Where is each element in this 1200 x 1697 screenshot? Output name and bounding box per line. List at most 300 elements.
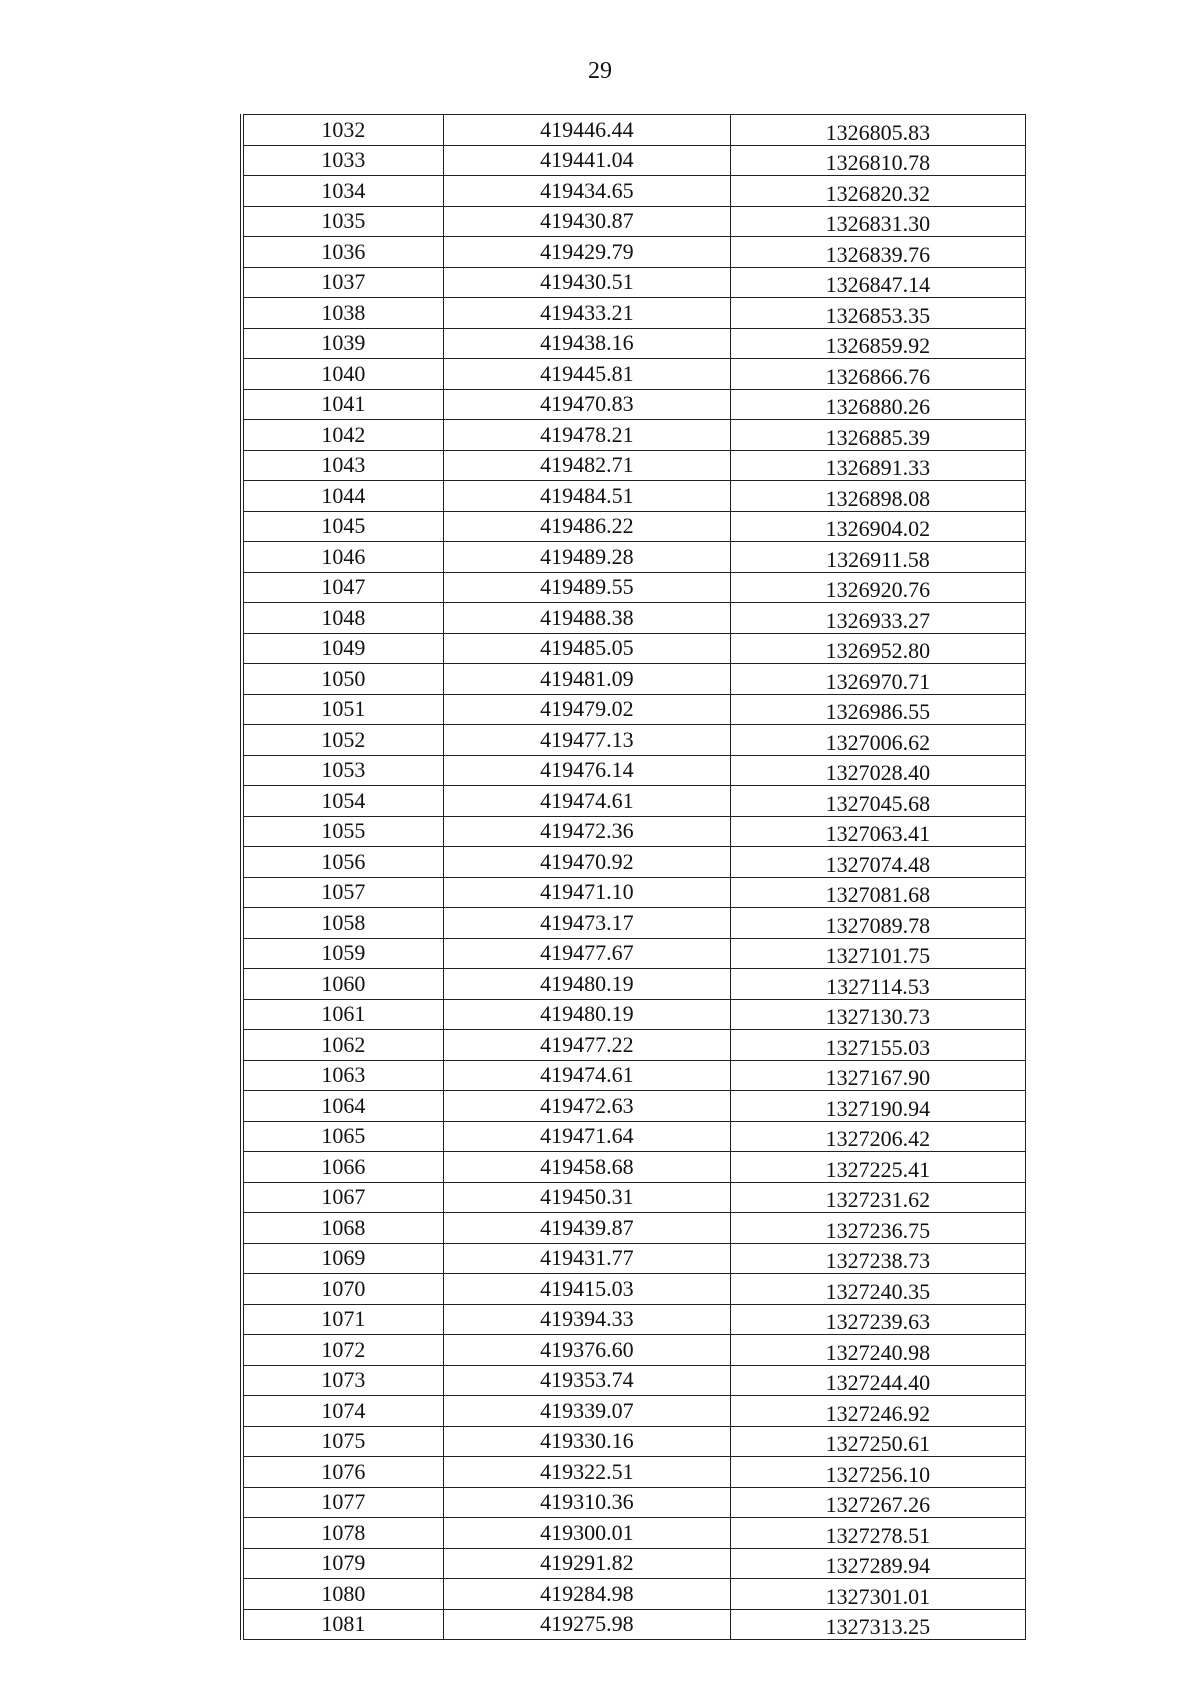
table-row	[242, 1609, 1026, 1640]
cell-text: 419488.38	[540, 604, 634, 630]
y-coordinate-cell	[730, 481, 1025, 512]
table-row	[242, 1152, 1026, 1183]
cell-text: 1055	[321, 818, 366, 844]
point-number-cell	[242, 1182, 443, 1213]
cell-text: 1326820.32	[825, 180, 931, 206]
x-coordinate-cell	[443, 1060, 730, 1091]
cell-text: 1327063.41	[825, 821, 931, 847]
x-coordinate-cell	[443, 1609, 730, 1640]
x-coordinate-cell	[443, 237, 730, 268]
y-coordinate-cell	[730, 1457, 1025, 1488]
y-coordinate-cell	[730, 420, 1025, 451]
point-number-cell	[242, 1548, 443, 1579]
cell-text: 419322.51	[540, 1458, 634, 1484]
table-row	[242, 176, 1026, 207]
point-number-cell	[242, 877, 443, 908]
cell-text: 1326898.08	[825, 485, 931, 511]
cell-text: 419291.82	[540, 1550, 634, 1576]
y-coordinate-cell	[730, 1487, 1025, 1518]
x-coordinate-cell	[443, 542, 730, 573]
point-number-cell	[242, 450, 443, 481]
point-number-cell	[242, 1274, 443, 1305]
y-coordinate-cell	[730, 633, 1025, 664]
y-coordinate-cell	[730, 938, 1025, 969]
cell-text: 1070	[321, 1275, 366, 1301]
table-row	[242, 1091, 1026, 1122]
cell-text: 419310.36	[540, 1489, 634, 1515]
cell-text: 1065	[321, 1123, 366, 1149]
table-row	[242, 847, 1026, 878]
table-row	[242, 1121, 1026, 1152]
table-row	[242, 1426, 1026, 1457]
cell-text: 1075	[321, 1428, 366, 1454]
point-number-cell	[242, 603, 443, 634]
x-coordinate-cell	[443, 1182, 730, 1213]
x-coordinate-cell	[443, 1579, 730, 1610]
cell-text: 419429.79	[540, 238, 634, 264]
y-coordinate-cell	[730, 1548, 1025, 1579]
cell-text: 419430.51	[540, 269, 634, 295]
x-coordinate-cell	[443, 1396, 730, 1427]
x-coordinate-cell	[443, 847, 730, 878]
cell-text: 419330.16	[540, 1428, 634, 1454]
cell-text: 419353.74	[540, 1367, 634, 1393]
cell-text: 1327006.62	[825, 729, 931, 755]
point-number-cell	[242, 908, 443, 939]
x-coordinate-cell	[443, 1426, 730, 1457]
cell-text: 1326880.26	[825, 394, 931, 420]
y-coordinate-cell	[730, 1365, 1025, 1396]
cell-text: 419284.98	[540, 1580, 634, 1606]
cell-text: 1327236.75	[825, 1217, 931, 1243]
table-row	[242, 206, 1026, 237]
cell-text: 1327155.03	[825, 1034, 931, 1060]
table-row	[242, 877, 1026, 908]
table-row	[242, 999, 1026, 1030]
cell-text: 1327074.48	[825, 851, 931, 877]
point-number-cell	[242, 1091, 443, 1122]
x-coordinate-cell	[443, 694, 730, 725]
x-coordinate-cell	[443, 1243, 730, 1274]
cell-text: 419433.21	[540, 299, 634, 325]
y-coordinate-cell	[730, 1091, 1025, 1122]
cell-text: 419471.10	[540, 879, 634, 905]
table-row	[242, 511, 1026, 542]
point-number-cell	[242, 694, 443, 725]
point-number-cell	[242, 1213, 443, 1244]
cell-text: 1042	[321, 421, 366, 447]
table-row	[242, 1304, 1026, 1335]
point-number-cell	[242, 267, 443, 298]
cell-text: 1078	[321, 1519, 366, 1545]
y-coordinate-cell	[730, 298, 1025, 329]
x-coordinate-cell	[443, 1365, 730, 1396]
point-number-cell	[242, 1609, 443, 1640]
x-coordinate-cell	[443, 1091, 730, 1122]
point-number-cell	[242, 145, 443, 176]
x-coordinate-cell	[443, 115, 730, 146]
x-coordinate-cell	[443, 1548, 730, 1579]
table-row	[242, 1030, 1026, 1061]
y-coordinate-cell	[730, 1030, 1025, 1061]
x-coordinate-cell	[443, 755, 730, 786]
x-coordinate-cell	[443, 1335, 730, 1366]
table-row	[242, 1579, 1026, 1610]
y-coordinate-cell	[730, 603, 1025, 634]
y-coordinate-cell	[730, 267, 1025, 298]
cell-text: 419484.51	[540, 482, 634, 508]
table-row	[242, 664, 1026, 695]
cell-text: 1327278.51	[825, 1522, 931, 1548]
point-number-cell	[242, 1335, 443, 1366]
cell-text: 1039	[321, 330, 366, 356]
y-coordinate-cell	[730, 1609, 1025, 1640]
cell-text: 419472.36	[540, 818, 634, 844]
cell-text: 1327045.68	[825, 790, 931, 816]
cell-text: 1326853.35	[825, 302, 931, 328]
table-row	[242, 420, 1026, 451]
point-number-cell	[242, 481, 443, 512]
point-number-cell	[242, 572, 443, 603]
cell-text: 1327028.40	[825, 760, 931, 786]
cell-text: 419485.05	[540, 635, 634, 661]
x-coordinate-cell	[443, 328, 730, 359]
cell-text: 419415.03	[540, 1275, 634, 1301]
table-row	[242, 969, 1026, 1000]
cell-text: 1037	[321, 269, 366, 295]
y-coordinate-cell	[730, 694, 1025, 725]
y-coordinate-cell	[730, 115, 1025, 146]
cell-text: 1043	[321, 452, 366, 478]
x-coordinate-cell	[443, 999, 730, 1030]
x-coordinate-cell	[443, 1121, 730, 1152]
cell-text: 1053	[321, 757, 366, 783]
cell-text: 1327238.73	[825, 1248, 931, 1274]
x-coordinate-cell	[443, 603, 730, 634]
point-number-cell	[242, 176, 443, 207]
cell-text: 419470.83	[540, 391, 634, 417]
cell-text: 1327101.75	[825, 943, 931, 969]
x-coordinate-cell	[443, 298, 730, 329]
point-number-cell	[242, 938, 443, 969]
cell-text: 1327225.41	[825, 1156, 931, 1182]
table-row	[242, 786, 1026, 817]
table-row	[242, 1457, 1026, 1488]
page-number: 29	[588, 58, 612, 84]
cell-text: 1081	[321, 1611, 366, 1637]
table-row	[242, 908, 1026, 939]
y-coordinate-cell	[730, 1213, 1025, 1244]
cell-text: 419474.61	[540, 1062, 634, 1088]
cell-text: 1327240.35	[825, 1278, 931, 1304]
cell-text: 1052	[321, 726, 366, 752]
cell-text: 419486.22	[540, 513, 634, 539]
y-coordinate-cell	[730, 511, 1025, 542]
x-coordinate-cell	[443, 969, 730, 1000]
x-coordinate-cell	[443, 389, 730, 420]
cell-text: 1326839.76	[825, 241, 931, 267]
cell-text: 1326911.58	[826, 546, 930, 572]
table-row	[242, 328, 1026, 359]
point-number-cell	[242, 420, 443, 451]
cell-text: 419450.31	[540, 1184, 634, 1210]
x-coordinate-cell	[443, 1152, 730, 1183]
x-coordinate-cell	[443, 145, 730, 176]
x-coordinate-cell	[443, 1030, 730, 1061]
table-row	[242, 816, 1026, 847]
cell-text: 419445.81	[540, 360, 634, 386]
x-coordinate-cell	[443, 1274, 730, 1305]
point-number-cell	[242, 1457, 443, 1488]
y-coordinate-cell	[730, 145, 1025, 176]
cell-text: 1073	[321, 1367, 366, 1393]
y-coordinate-cell	[730, 1060, 1025, 1091]
y-coordinate-cell	[730, 786, 1025, 817]
cell-text: 1067	[321, 1184, 366, 1210]
cell-text: 1326810.78	[825, 150, 931, 176]
y-coordinate-cell	[730, 359, 1025, 390]
table-row	[242, 755, 1026, 786]
cell-text: 419476.14	[540, 757, 634, 783]
cell-text: 419470.92	[540, 848, 634, 874]
y-coordinate-cell	[730, 1304, 1025, 1335]
cell-text: 419471.64	[540, 1123, 634, 1149]
coordinates-table-body	[242, 115, 1026, 1640]
cell-text: 419472.63	[540, 1092, 634, 1118]
cell-text: 419481.09	[540, 665, 634, 691]
y-coordinate-cell	[730, 1518, 1025, 1549]
cell-text: 1327289.94	[825, 1553, 931, 1579]
point-number-cell	[242, 786, 443, 817]
point-number-cell	[242, 755, 443, 786]
point-number-cell	[242, 999, 443, 1030]
table-row	[242, 542, 1026, 573]
cell-text: 419339.07	[540, 1397, 634, 1423]
table-row	[242, 1243, 1026, 1274]
cell-text: 1047	[321, 574, 366, 600]
x-coordinate-cell	[443, 359, 730, 390]
cell-text: 1062	[321, 1031, 366, 1057]
cell-text: 1326885.39	[825, 424, 931, 450]
cell-text: 419489.55	[540, 574, 634, 600]
cell-text: 419441.04	[540, 147, 634, 173]
cell-text: 1076	[321, 1458, 366, 1484]
cell-text: 1072	[321, 1336, 366, 1362]
table-row	[242, 1487, 1026, 1518]
y-coordinate-cell	[730, 1243, 1025, 1274]
cell-text: 419479.02	[540, 696, 634, 722]
table-row	[242, 572, 1026, 603]
x-coordinate-cell	[443, 511, 730, 542]
point-number-cell	[242, 359, 443, 390]
cell-text: 419434.65	[540, 177, 634, 203]
table-row	[242, 359, 1026, 390]
point-number-cell	[242, 389, 443, 420]
point-number-cell	[242, 298, 443, 329]
cell-text: 1033	[321, 147, 366, 173]
table-row	[242, 603, 1026, 634]
y-coordinate-cell	[730, 572, 1025, 603]
cell-text: 1071	[321, 1306, 366, 1332]
x-coordinate-cell	[443, 176, 730, 207]
table-row	[242, 633, 1026, 664]
cell-text: 1064	[321, 1092, 366, 1118]
table-row	[242, 694, 1026, 725]
cell-text: 1060	[321, 970, 366, 996]
cell-text: 1327190.94	[825, 1095, 931, 1121]
point-number-cell	[242, 1365, 443, 1396]
cell-text: 1050	[321, 665, 366, 691]
cell-text: 1327250.61	[825, 1431, 931, 1457]
table-row	[242, 389, 1026, 420]
table-row	[242, 1182, 1026, 1213]
cell-text: 1326866.76	[825, 363, 931, 389]
x-coordinate-cell	[443, 206, 730, 237]
cell-text: 1327244.40	[825, 1370, 931, 1396]
cell-text: 1044	[321, 482, 366, 508]
cell-text: 1327167.90	[825, 1065, 931, 1091]
point-number-cell	[242, 1426, 443, 1457]
y-coordinate-cell	[730, 847, 1025, 878]
cell-text: 1040	[321, 360, 366, 386]
cell-text: 419477.13	[540, 726, 634, 752]
cell-text: 419431.77	[540, 1245, 634, 1271]
table-row	[242, 1274, 1026, 1305]
y-coordinate-cell	[730, 1426, 1025, 1457]
x-coordinate-cell	[443, 1487, 730, 1518]
x-coordinate-cell	[443, 908, 730, 939]
point-number-cell	[242, 115, 443, 146]
table-row	[242, 450, 1026, 481]
y-coordinate-cell	[730, 725, 1025, 756]
x-coordinate-cell	[443, 1304, 730, 1335]
cell-text: 1327130.73	[825, 1004, 931, 1030]
cell-text: 1046	[321, 543, 366, 569]
x-coordinate-cell	[443, 420, 730, 451]
table-row	[242, 237, 1026, 268]
table-row	[242, 145, 1026, 176]
point-number-cell	[242, 511, 443, 542]
cell-text: 1326847.14	[825, 272, 931, 298]
point-number-cell	[242, 633, 443, 664]
cell-text: 1080	[321, 1580, 366, 1606]
y-coordinate-cell	[730, 1274, 1025, 1305]
y-coordinate-cell	[730, 999, 1025, 1030]
cell-text: 1056	[321, 848, 366, 874]
cell-text: 1326952.80	[825, 638, 931, 664]
cell-text: 1054	[321, 787, 366, 813]
point-number-cell	[242, 969, 443, 1000]
cell-text: 1326970.71	[825, 668, 931, 694]
cell-text: 1327246.92	[825, 1400, 931, 1426]
cell-text: 419477.22	[540, 1031, 634, 1057]
cell-text: 1327089.78	[825, 912, 931, 938]
point-number-cell	[242, 1487, 443, 1518]
point-number-cell	[242, 328, 443, 359]
cell-text: 1079	[321, 1550, 366, 1576]
x-coordinate-cell	[443, 450, 730, 481]
x-coordinate-cell	[443, 633, 730, 664]
cell-text: 1326859.92	[825, 333, 931, 359]
table-row	[242, 1518, 1026, 1549]
y-coordinate-cell	[730, 1335, 1025, 1366]
cell-text: 1069	[321, 1245, 366, 1271]
x-coordinate-cell	[443, 1518, 730, 1549]
table-row	[242, 1396, 1026, 1427]
table-row	[242, 298, 1026, 329]
cell-text: 1066	[321, 1153, 366, 1179]
cell-text: 419480.19	[540, 1001, 634, 1027]
point-number-cell	[242, 816, 443, 847]
cell-text: 1077	[321, 1489, 366, 1515]
point-number-cell	[242, 847, 443, 878]
table-row	[242, 1213, 1026, 1244]
x-coordinate-cell	[443, 786, 730, 817]
x-coordinate-cell	[443, 1457, 730, 1488]
point-number-cell	[242, 542, 443, 573]
cell-text: 1074	[321, 1397, 366, 1423]
table-row	[242, 267, 1026, 298]
cell-text: 1327081.68	[825, 882, 931, 908]
cell-text: 1327239.63	[825, 1309, 931, 1335]
cell-text: 419446.44	[540, 116, 634, 142]
x-coordinate-cell	[443, 816, 730, 847]
point-number-cell	[242, 237, 443, 268]
point-number-cell	[242, 1579, 443, 1610]
cell-text: 1051	[321, 696, 366, 722]
cell-text: 419478.21	[540, 421, 634, 447]
cell-text: 419480.19	[540, 970, 634, 996]
cell-text: 1057	[321, 879, 366, 905]
cell-text: 1058	[321, 909, 366, 935]
y-coordinate-cell	[730, 1152, 1025, 1183]
cell-text: 1327114.53	[826, 973, 930, 999]
y-coordinate-cell	[730, 328, 1025, 359]
cell-text: 419275.98	[540, 1611, 634, 1637]
cell-text: 1327267.26	[825, 1492, 931, 1518]
y-coordinate-cell	[730, 1396, 1025, 1427]
cell-text: 419376.60	[540, 1336, 634, 1362]
cell-text: 1061	[321, 1001, 366, 1027]
point-number-cell	[242, 1152, 443, 1183]
table-row	[242, 1365, 1026, 1396]
point-number-cell	[242, 1396, 443, 1427]
coordinates-table	[240, 114, 1026, 1640]
cell-text: 1035	[321, 208, 366, 234]
cell-text: 1326920.76	[825, 577, 931, 603]
x-coordinate-cell	[443, 664, 730, 695]
table-row	[242, 1335, 1026, 1366]
cell-text: 419300.01	[540, 1519, 634, 1545]
y-coordinate-cell	[730, 206, 1025, 237]
table-row	[242, 481, 1026, 512]
x-coordinate-cell	[443, 1213, 730, 1244]
y-coordinate-cell	[730, 816, 1025, 847]
cell-text: 1059	[321, 940, 366, 966]
cell-text: 419489.28	[540, 543, 634, 569]
point-number-cell	[242, 206, 443, 237]
x-coordinate-cell	[443, 267, 730, 298]
point-number-cell	[242, 664, 443, 695]
y-coordinate-cell	[730, 1182, 1025, 1213]
cell-text: 1327256.10	[825, 1461, 931, 1487]
y-coordinate-cell	[730, 389, 1025, 420]
cell-text: 419482.71	[540, 452, 634, 478]
cell-text: 419477.67	[540, 940, 634, 966]
cell-text: 1326933.27	[825, 607, 931, 633]
point-number-cell	[242, 725, 443, 756]
y-coordinate-cell	[730, 1579, 1025, 1610]
